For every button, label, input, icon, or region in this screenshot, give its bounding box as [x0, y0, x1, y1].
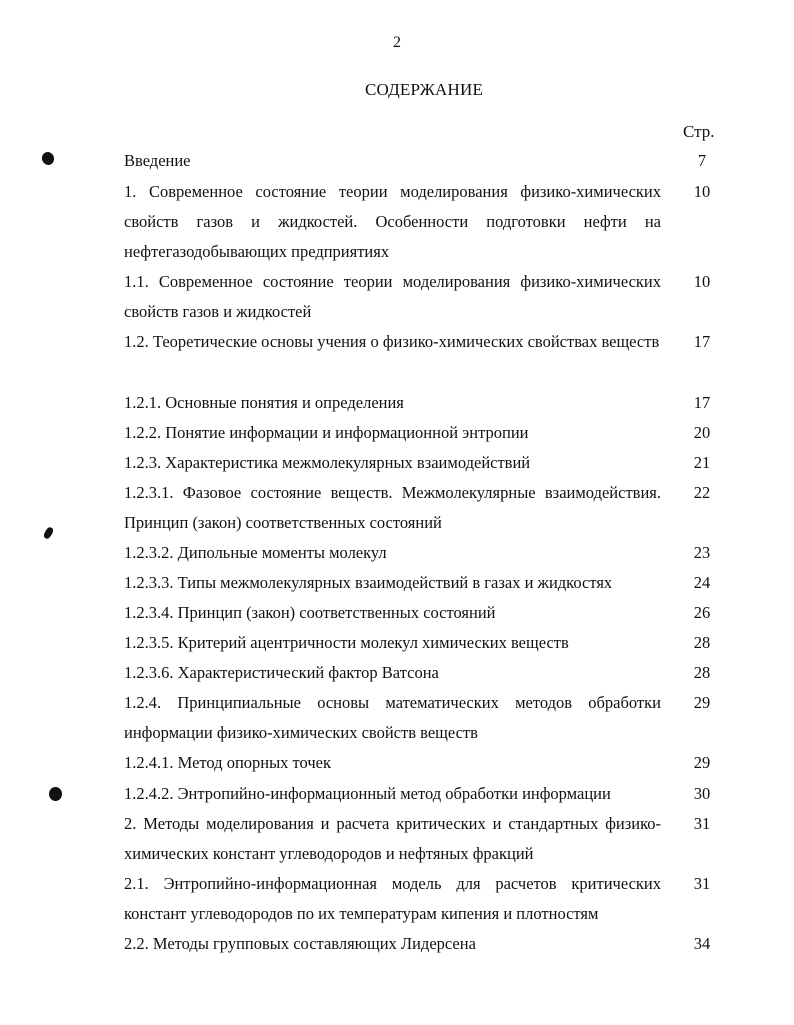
toc-entry-text: 1.2.1. Основные понятия и определения [124, 393, 404, 412]
toc-entry-text: 1.2.3.5. Критерий ацентричности молекул химических веществ [124, 633, 569, 652]
ink-blot [40, 150, 56, 166]
page-column-header: Стр. [683, 122, 715, 141]
toc-entry-text: 1.2. Теоретические основы учения о физико-химических свойствах веществ [124, 332, 660, 351]
ink-blot [42, 526, 54, 540]
toc-entry-page: 24 [693, 573, 711, 592]
toc-entry-page: 22 [693, 483, 711, 502]
toc-entry-page: 26 [693, 603, 711, 622]
toc-entry-text: 1.2.3.2. Дипольные моменты молекул [124, 543, 387, 562]
toc-entry-text: 1.2.2. Понятие информации и информационной энтропии [124, 423, 529, 442]
ink-blot [49, 787, 62, 801]
toc-entry-page: 17 [693, 332, 711, 351]
toc-entry-text: 1.2.4.1. Метод опорных точек [124, 753, 332, 772]
toc-entry-page: 28 [693, 633, 711, 652]
toc-entry-page: 7 [697, 151, 707, 170]
toc-entry-page: 10 [693, 272, 711, 291]
toc-entry-text: 1.2.4. Принципиальные основы математических методов обработки информации физико-химических свойств веществ [124, 693, 661, 742]
toc-entry-page: 31 [693, 814, 711, 833]
toc-entry-text: 1.2.4.2. Энтропийно-информационный метод обработки информации [124, 784, 611, 803]
toc-entry-page: 10 [693, 182, 711, 201]
toc-entry-text: 1.2.3. Характеристика межмолекулярных взаимодействий [124, 453, 531, 472]
toc-entry-text: 1.2.3.1. Фазовое состояние веществ. Межмолекулярные взаимодействия. Принцип (закон) соответственных состояний [124, 483, 661, 532]
toc-entry-text: Введение [124, 151, 191, 170]
toc-entry-page: 28 [693, 663, 711, 682]
toc-entry-page: 34 [693, 934, 711, 953]
toc-entry-page: 29 [693, 753, 711, 772]
toc-entry-page: 21 [693, 453, 711, 472]
toc-entry-text: 2. Методы моделирования и расчета критических и стандартных физико-химических констант углеводородов и нефтяных фракций [124, 814, 661, 863]
toc-entry-text: 1.2.3.6. Характеристический фактор Ватсона [124, 663, 439, 682]
page-title: СОДЕРЖАНИЕ [364, 80, 484, 99]
toc-entry-page: 23 [693, 543, 711, 562]
toc-entry-text: 1.1. Современное состояние теории моделирования физико-химических свойств газов и жидкостей [124, 272, 661, 321]
toc-entry-text: 1. Современное состояние теории моделирования физико-химических свойств газов и жидкостей. Особенности подготовки нефти на нефтегазодобывающих предприятиях [124, 182, 661, 261]
toc-entry-page: 17 [693, 393, 711, 412]
toc-entry-page: 31 [693, 874, 711, 893]
toc-entry-text: 2.2. Методы групповых составляющих Лидерсена [124, 934, 476, 953]
page-number: 2 [393, 34, 401, 51]
toc-entry-page: 30 [693, 784, 711, 803]
toc-entry-text: 1.2.3.3. Типы межмолекулярных взаимодействий в газах и жидкостях [124, 573, 613, 592]
toc-entry-text: 2.1. Энтропийно-информационная модель для расчетов критических констант углеводородов по их температурам кипения и плотностям [124, 874, 661, 923]
toc-entry-text: 1.2.3.4. Принцип (закон) соответственных состояний [124, 603, 496, 622]
toc-entry-page: 29 [693, 693, 711, 712]
toc-entry-page: 20 [693, 423, 711, 442]
